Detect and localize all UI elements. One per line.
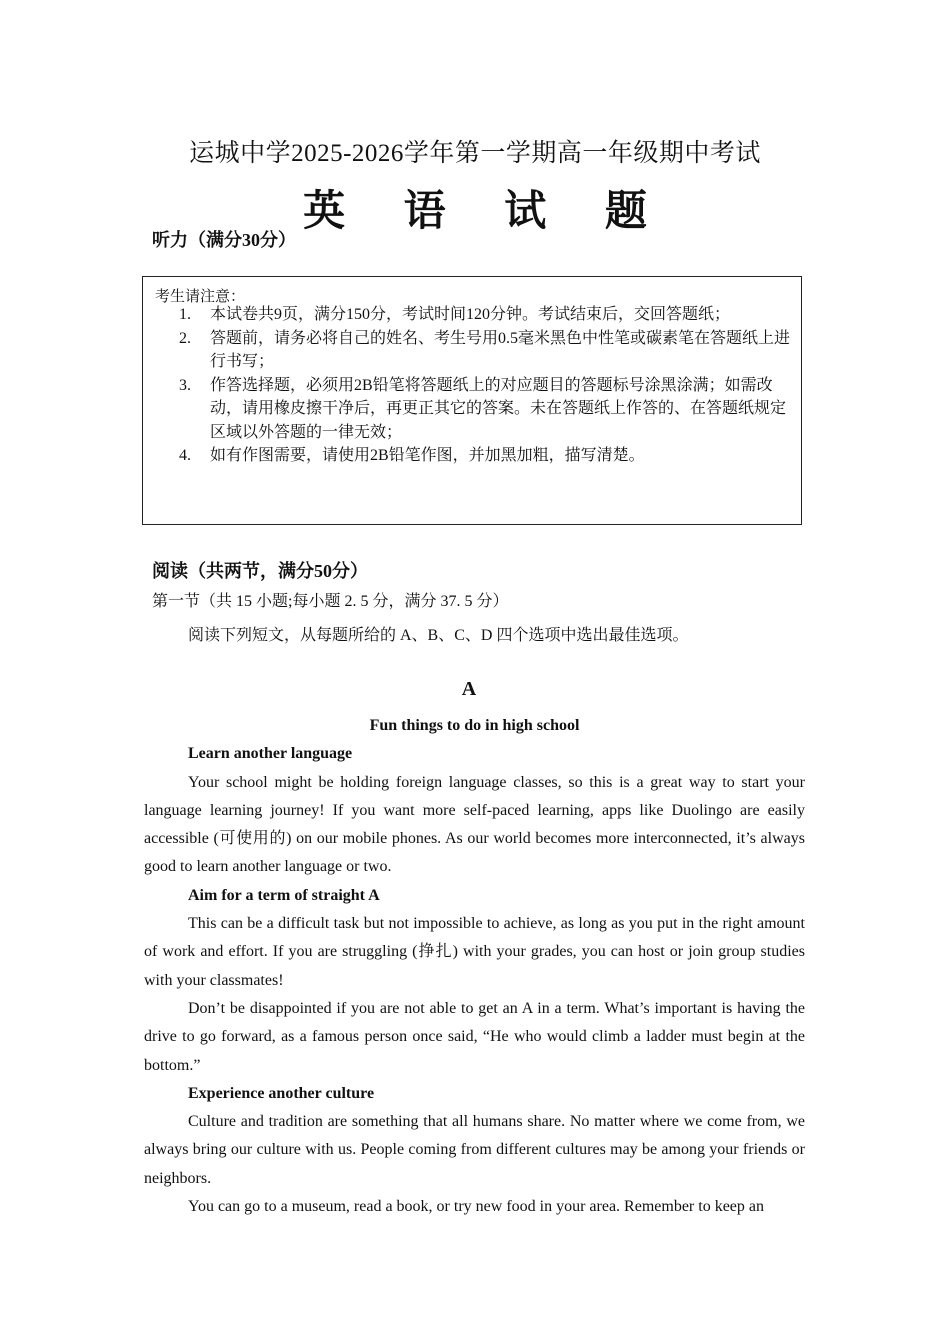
notice-item-number: 1. (179, 306, 191, 323)
passage-paragraph: Your school might be holding foreign language classes, so this is a great way to start your language learning journey! If you want more self-paced learning, apps like Duolingo are easily accessible (可使用的) on our mobile phones. As our world becomes more interconnected, it’s always good to learn another language or two. (144, 773, 805, 876)
notice-item-text: 作答选择题，必须用2B铅笔将答题纸上的对应题目的答题标号涂黑涂满；如需改动，请用橡皮擦干净后，再更正其它的答案。未在答题纸上作答的、在答题纸规定区域以外答题的一律无效； (210, 376, 787, 441)
passage-paragraph: Don’t be disappointed if you are not able to get an A in a term. What’s important is having the drive to go forward, as a famous person once said, “He who would climb a ladder must begin at the bottom.” (144, 999, 805, 1074)
notice-item (179, 444, 791, 468)
notice-item-number: 2. (179, 329, 191, 347)
notice-item-text: 如有作图需要，请使用2B铅笔作图，并加黑加粗，描写清楚。 (210, 447, 645, 464)
notice-item-text: 答题前，请务必将自己的姓名、考生号用0.5毫米黑色中性笔或碳素笔在答题纸上进行书写； (210, 329, 791, 370)
notice-item-number: 4. (179, 447, 191, 464)
notice-box (142, 276, 802, 525)
notice-item-text: 本试卷共9页，满分150分，考试时间120分钟。考试结束后，交回答题纸； (210, 306, 731, 323)
passage-title: Fun things to do in high school (369, 717, 580, 734)
passage-paragraph: You can go to a museum, read a book, or try new food in your area. Remember to keep an (188, 1198, 764, 1216)
notice-item (179, 327, 791, 374)
passage-body (144, 712, 805, 1221)
notice-item-number: 3. (179, 376, 191, 394)
reading-instruction: 阅读下列短文，从每题所给的 A、B、C、D 四个选项中选出最佳选项。 (188, 627, 689, 644)
listening-section-heading: 听力（满分30分） (152, 230, 296, 250)
passage-letter: A (461, 678, 477, 700)
passage-paragraph: Culture and tradition are something that all humans share. No matter where we come from, we always bring our culture with us. People coming from different cultures may be among your friends or neighbors. (144, 1113, 805, 1187)
notice-title: 考生请注意： (155, 287, 246, 305)
subject-title: 英 语 试 题 (303, 186, 669, 235)
notice-item (179, 303, 791, 327)
reading-section-heading: 阅读（共两节，满分50分） (152, 561, 368, 581)
notice-item (179, 374, 791, 445)
passage-subheading: Experience another culture (188, 1084, 375, 1102)
exam-title: 运城中学2025-2026学年第一学期高一年级期中考试 (189, 140, 761, 167)
passage-paragraph: This can be a difficult task but not impossible to achieve, as long as you put in the right amount of work and effort. If you are struggling (挣扎) with your grades, you can host or join group studies with your classmates! (144, 915, 805, 989)
section-note: 第一节（共 15 小题;每小题 2. 5 分，满分 37. 5 分） (152, 593, 509, 610)
notice-list (179, 303, 791, 468)
passage-subheading: Aim for a term of straight A (188, 886, 380, 904)
passage-subheading: Learn another language (188, 745, 353, 763)
